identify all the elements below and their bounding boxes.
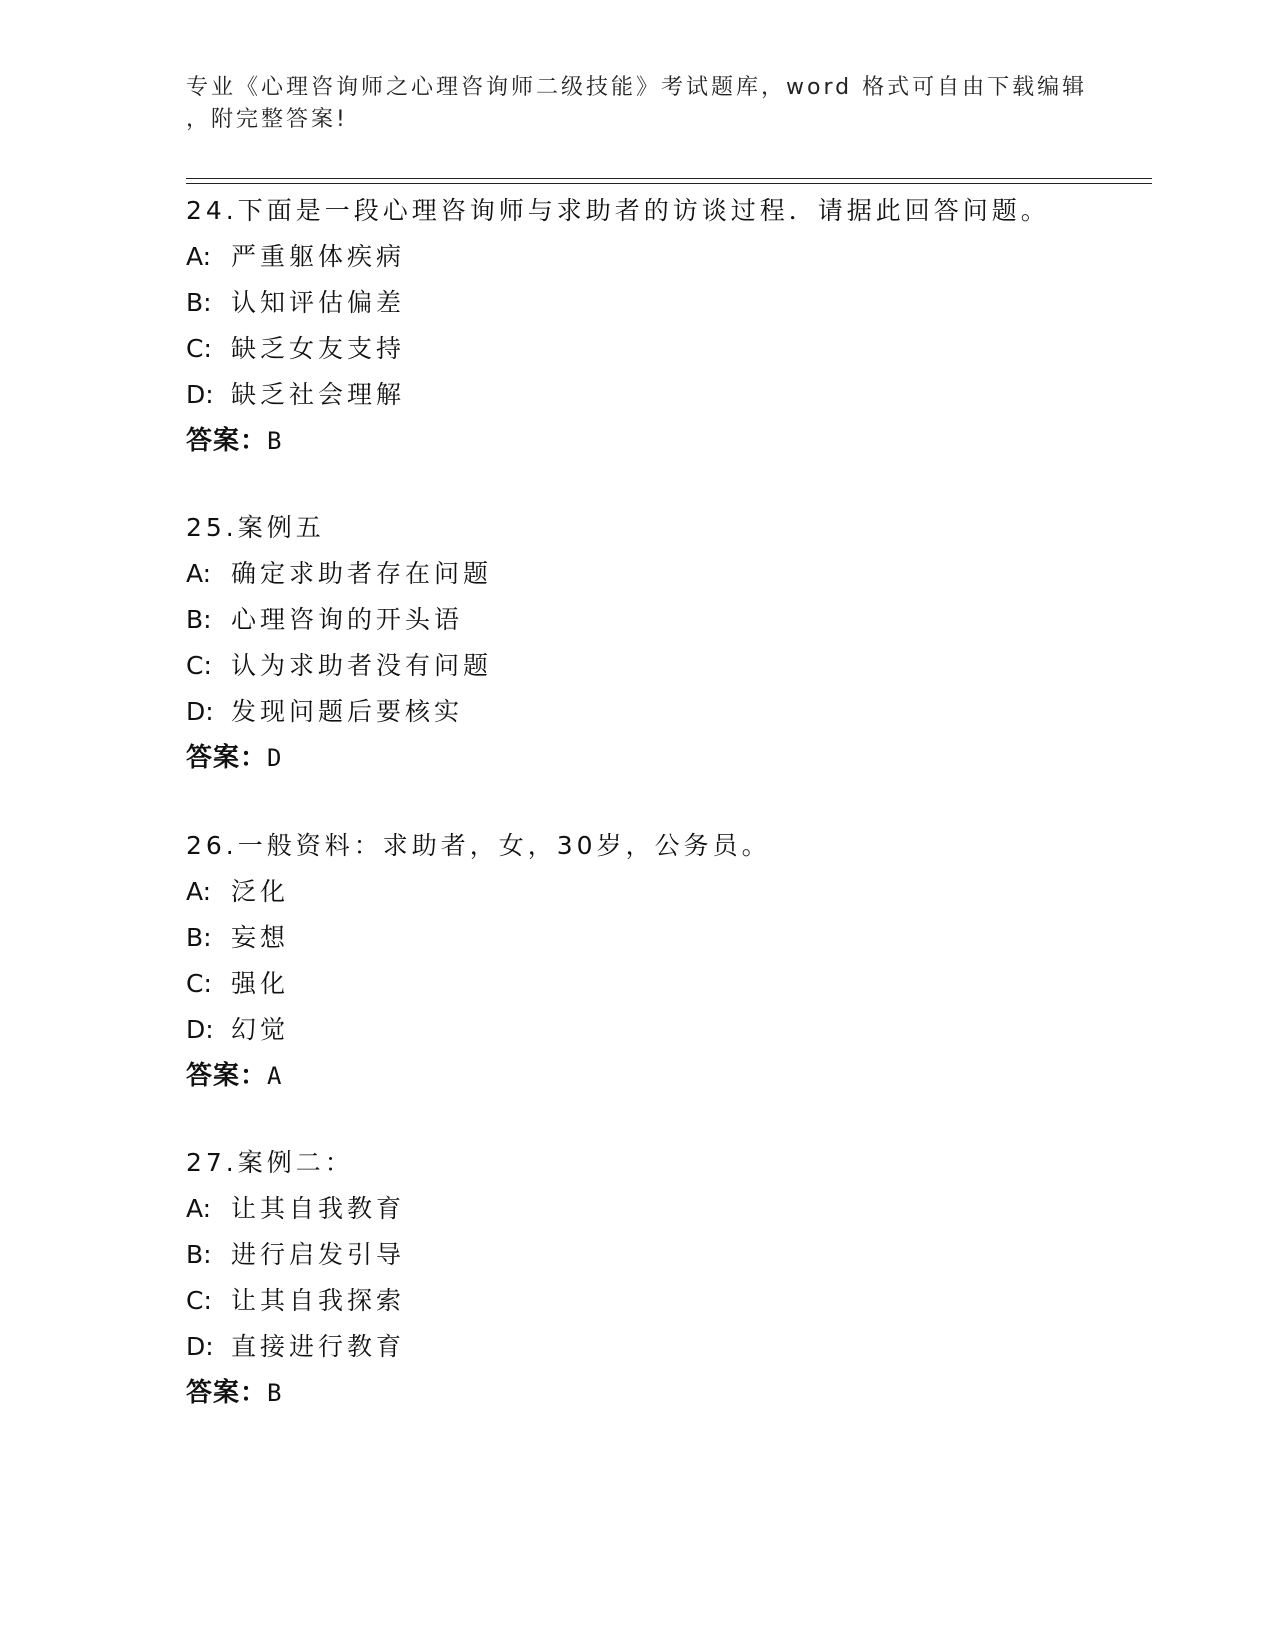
option-text: 缺乏社会理解 [231,380,406,409]
option-text: 认为求助者没有问题 [231,651,493,680]
option-c [186,1278,1146,1324]
option-letter: C: [186,651,212,680]
question-24 [186,188,1146,464]
option-d [186,372,1146,418]
question-title: 27.案例二： [186,1148,354,1177]
option-text: 妄想 [231,923,290,952]
option-letter: B: [186,605,212,634]
option-letter: A: [186,559,212,588]
option-text: 进行启发引导 [231,1240,406,1269]
option-letter: B: [186,288,212,317]
question-26 [186,823,1146,1099]
option-letter: D: [186,697,214,726]
answer-value: D [267,744,283,772]
option-letter: B: [186,1240,212,1269]
option-b [186,280,1146,326]
option-text: 确定求助者存在问题 [231,559,493,588]
question-27 [186,1140,1146,1416]
option-b [186,597,1146,643]
option-text: 强化 [231,969,290,998]
question-title: 25.案例五 [186,513,325,542]
answer-line [186,735,1146,781]
answer-line [186,418,1146,464]
answer-label: 答案： [186,743,268,773]
answer-value: B [267,1379,283,1407]
answer-line [186,1370,1146,1416]
option-a [186,869,1146,915]
option-text: 严重躯体疾病 [231,242,406,271]
option-a [186,1186,1146,1232]
option-letter: D: [186,1015,214,1044]
option-c [186,643,1146,689]
option-c [186,326,1146,372]
option-text: 让其自我探索 [231,1286,406,1315]
answer-label: 答案： [186,1378,268,1408]
question-title: 26.一般资料：求助者，女，30岁，公务员。 [186,831,771,860]
option-letter: D: [186,1332,214,1361]
header-divider-top [186,178,1152,179]
option-text: 幻觉 [231,1015,290,1044]
answer-line [186,1053,1146,1099]
option-text: 心理咨询的开头语 [231,605,464,634]
answer-label: 答案： [186,426,268,456]
header-line-1: 专业《心理咨询师之心理咨询师二级技能》考试题库，word 格式可自由下载编辑 [186,75,1088,100]
answer-value: B [267,427,283,455]
option-a [186,234,1146,280]
answer-value: A [267,1062,283,1090]
option-text: 认知评估偏差 [231,288,406,317]
option-d [186,1007,1146,1053]
question-25 [186,505,1146,781]
option-letter: D: [186,380,214,409]
header-divider-bottom [186,183,1152,184]
header-line-2: ，附完整答案! [186,107,348,132]
document-header [186,72,1086,136]
question-title: 24.下面是一段心理咨询师与求助者的访谈过程．请据此回答问题。 [186,196,1050,225]
option-d [186,1324,1146,1370]
option-b [186,915,1146,961]
option-letter: C: [186,969,212,998]
option-letter: C: [186,334,212,363]
option-b [186,1232,1146,1278]
option-text: 缺乏女友支持 [231,334,406,363]
option-letter: A: [186,242,212,271]
option-text: 让其自我教育 [231,1194,406,1223]
option-text: 直接进行教育 [231,1332,406,1361]
option-letter: B: [186,923,212,952]
option-c [186,961,1146,1007]
option-letter: C: [186,1286,212,1315]
option-text: 泛化 [231,877,290,906]
option-letter: A: [186,877,212,906]
option-a [186,551,1146,597]
option-text: 发现问题后要核实 [231,697,464,726]
option-letter: A: [186,1194,212,1223]
answer-label: 答案： [186,1061,268,1091]
option-d [186,689,1146,735]
